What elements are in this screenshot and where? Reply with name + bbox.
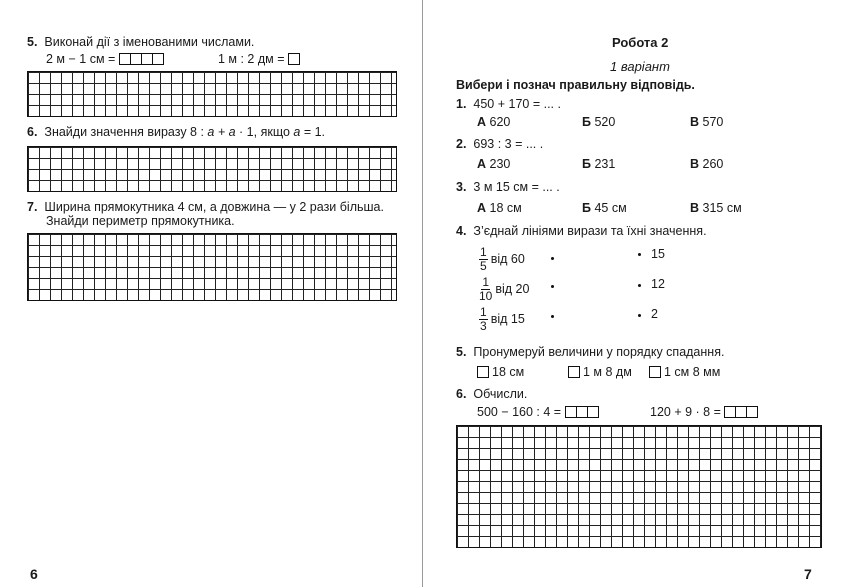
connect-dot-left-3[interactable]	[551, 315, 554, 318]
q5-item-1[interactable]: 18 см	[477, 365, 524, 380]
q3-option-b[interactable]: Б 45 см	[582, 201, 627, 215]
q3-option-a[interactable]: А 18 см	[477, 201, 522, 215]
task-7-line-1: 7. Ширина прямокутника 4 см, а довжина — у 2 рази більша.	[27, 200, 384, 214]
answer-boxes[interactable]	[724, 406, 757, 418]
q4-expression-3: $\frac{1}{3}$ від 15	[480, 305, 525, 333]
work-title: Робота 2	[612, 35, 669, 50]
variant-label: 1 варіант	[610, 59, 670, 74]
question-6: 6. Обчисли.	[456, 387, 528, 401]
task-6-heading: 6. Знайди значення виразу 8 : a + a · 1, якщо a = 1.	[27, 125, 326, 139]
answer-boxes[interactable]	[565, 406, 598, 418]
question-1: 1. 450 + 170 = ... .	[456, 97, 561, 111]
q6-expression-2: 120 + 9 · 8 =	[650, 405, 757, 420]
page-number-left: 6	[30, 566, 38, 582]
connect-dot-right-3[interactable]	[638, 314, 641, 317]
q4-expression-2: $\frac{1}{10}$ від 20	[479, 275, 530, 303]
question-5: 5. Пронумеруй величини у порядку спадання.	[456, 345, 725, 359]
task-5-grid[interactable]	[27, 71, 397, 117]
right-page	[424, 0, 853, 587]
q4-value-3: 2	[651, 307, 658, 321]
q2-option-c[interactable]: В 260	[690, 157, 724, 171]
q4-value-2: 12	[651, 277, 665, 291]
task-7-grid[interactable]	[27, 233, 397, 301]
checkbox[interactable]	[477, 366, 489, 378]
connect-dot-left-1[interactable]	[551, 257, 554, 260]
connect-dot-right-2[interactable]	[638, 284, 641, 287]
page-number-right: 7	[804, 566, 812, 582]
connect-dot-left-2[interactable]	[551, 285, 554, 288]
task-6-grid[interactable]	[27, 146, 397, 192]
checkbox[interactable]	[649, 366, 661, 378]
task-5-heading: 5. Виконай дії з іменованими числами.	[27, 35, 255, 49]
q6-expression-1: 500 − 160 : 4 =	[477, 405, 598, 420]
task-5-expression-2: 1 м : 2 дм =	[218, 52, 299, 67]
q5-item-3[interactable]: 1 см 8 мм	[649, 365, 720, 380]
checkbox[interactable]	[568, 366, 580, 378]
connect-dot-right-1[interactable]	[638, 253, 641, 256]
answer-boxes[interactable]	[119, 53, 163, 65]
page-divider	[422, 0, 423, 587]
task-7-line-2: Знайди периметр прямокутника.	[46, 214, 235, 228]
q3-option-c[interactable]: В 315 см	[690, 201, 742, 215]
left-page	[0, 0, 422, 587]
q4-expression-1: $\frac{1}{5}$ від 60	[480, 245, 525, 273]
instruction: Вибери і познач правильну відповідь.	[456, 78, 695, 92]
question-3: 3. 3 м 15 см = ... .	[456, 180, 560, 194]
q4-value-1: 15	[651, 247, 665, 261]
q1-option-b[interactable]: Б 520	[582, 115, 616, 129]
task-6-grid[interactable]	[456, 425, 822, 548]
q1-option-a[interactable]: А 620	[477, 115, 511, 129]
q2-option-a[interactable]: А 230	[477, 157, 511, 171]
question-4: 4. З’єднай лініями вирази та їхні значення.	[456, 224, 707, 238]
question-2: 2. 693 : 3 = ... .	[456, 137, 544, 151]
task-5-expression-1: 2 м − 1 см =	[46, 52, 163, 67]
q1-option-c[interactable]: В 570	[690, 115, 724, 129]
q2-option-b[interactable]: Б 231	[582, 157, 616, 171]
answer-box[interactable]	[288, 53, 299, 65]
q5-item-2[interactable]: 1 м 8 дм	[568, 365, 632, 380]
